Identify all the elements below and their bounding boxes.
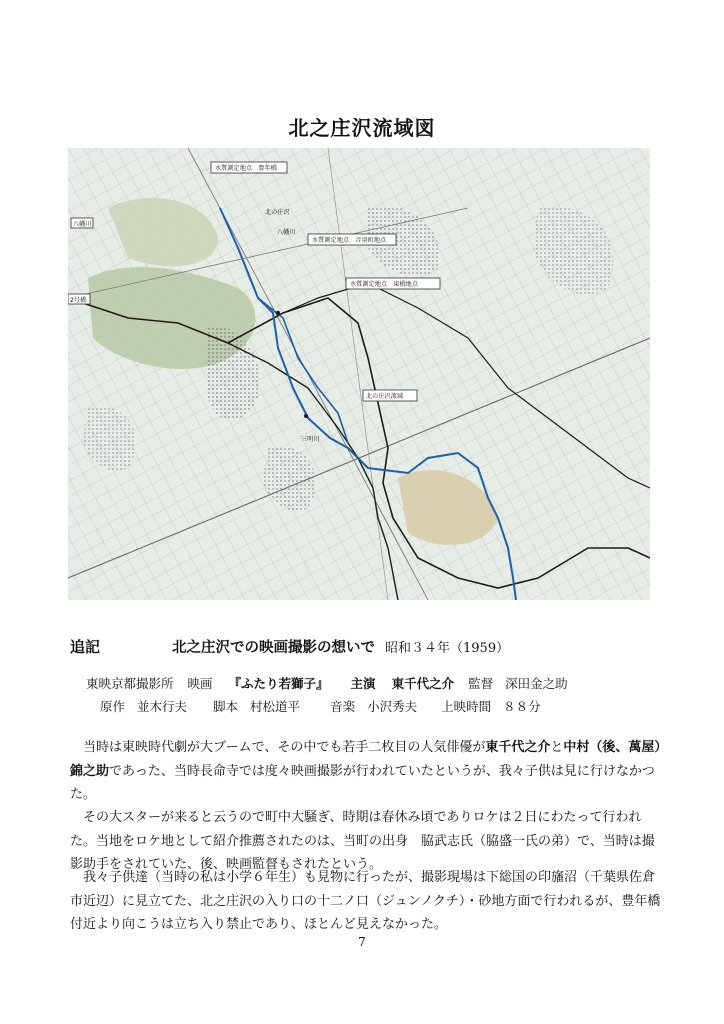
credit-runtime-label: 上映時間 xyxy=(441,699,492,714)
map-label-suishitsu-toshibashi xyxy=(211,162,287,173)
paragraph-1: 当時は東映時代劇が大ブームで、その中でも若手二枚目の人気俳優が東千代之介と中村（後、萬屋）錦之助であった、当時長命寺では度々映画撮影が行われていたというが、我々子供は見に行けなかつた。 xyxy=(70,740,661,802)
map-label-yahata-river-top: 八幡川 xyxy=(277,229,296,236)
page-title: 北之庄沢流域図 xyxy=(288,116,436,140)
page-number: 7 xyxy=(358,935,366,949)
map-label-no2-bridge xyxy=(68,294,90,304)
paragraph-3: 我々子供達（当時の私は小学６年生）も見物に行ったが、撮影現場は下総国の印旛沼（千葉県佐倉市近辺）に見立てた、北之庄沢の入り口の十二ノ口（ジュンノクチ）・砂地方面で行われるが、豊年橋付近より向こうは立ち入り禁止であり、ほとんど見えなかった。 xyxy=(70,870,661,932)
credit-original: 並木行夫 xyxy=(137,699,188,714)
actor-name-2: 中村（後、萬屋）錦之助 xyxy=(70,740,661,779)
map-label-suishitsu-higashibashi xyxy=(346,278,440,289)
svg-text:水質測定地点 東橋地点: 水質測定地点 東橋地点 xyxy=(350,281,419,288)
map-label-kitanoshozawa: 北の庄沢 xyxy=(265,209,290,216)
map-label-sanmyo-river: 三明川 xyxy=(301,436,320,443)
svg-text:水質測定地点 豊年橋: 水質測定地点 豊年橋 xyxy=(215,165,277,172)
svg-text:北の庄沢流域: 北の庄沢流域 xyxy=(366,393,404,400)
section-date: 昭和３４年（1959） xyxy=(385,641,510,656)
svg-text:2号橋: 2号橋 xyxy=(70,297,87,304)
credit-director-label: 監督 xyxy=(468,676,494,691)
credit-script-label: 脚本 xyxy=(213,699,239,714)
credit-film-label: 映画 xyxy=(187,676,213,691)
credit-music: 小沢秀夫 xyxy=(367,699,418,714)
section-subtitle: 北之庄沢での映画撮影の想いで xyxy=(172,640,375,656)
credit-runtime: ８８分 xyxy=(503,699,541,714)
section-label: 追記 xyxy=(70,638,101,656)
credit-director: 深田金之助 xyxy=(505,676,568,691)
credit-original-label: 原作 xyxy=(100,699,126,714)
credit-music-label: 音楽 xyxy=(330,699,356,714)
svg-text:水質測定地点 音羽町地点: 水質測定地点 音羽町地点 xyxy=(312,237,387,244)
basin-map xyxy=(68,148,650,600)
credits-line-2 xyxy=(100,697,541,715)
map-label-yahata-river-left xyxy=(71,218,93,228)
credit-star: 東千代之介 xyxy=(391,676,455,691)
svg-text:八幡川: 八幡川 xyxy=(73,221,92,228)
credit-film-title: 『ふたり若獅子』 xyxy=(228,676,329,691)
map-label-suishitsu-sanbashi xyxy=(308,234,396,245)
credit-star-label: 主演 xyxy=(350,676,376,691)
section-heading xyxy=(70,636,670,657)
actor-name-1: 東千代之介 xyxy=(485,740,551,755)
paragraph-2: その大スターが来ると云うので町中大騒ぎ、時期は春休み頃でありロケは２日にわたって行われた。当地をロケ地として紹介推薦されたのは、当町の出身 脇武志氏（脇盛一氏の弟）で、当時は撮影助手をされていた、後、映画監督もされたという。 xyxy=(70,810,655,872)
credit-studio: 東映京都撮影所 xyxy=(86,676,174,691)
map-label-basin xyxy=(363,390,417,401)
credits-line-1 xyxy=(86,674,568,692)
credit-script: 村松道平 xyxy=(250,699,301,714)
